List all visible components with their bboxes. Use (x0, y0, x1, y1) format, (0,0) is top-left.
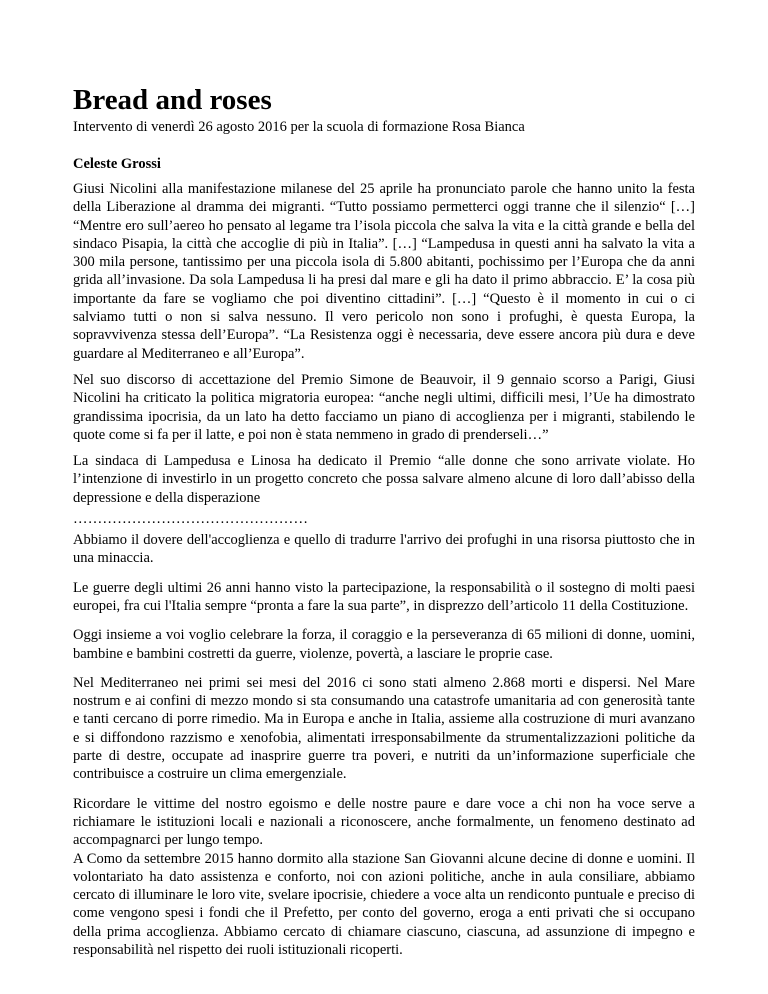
document-title: Bread and roses (73, 84, 272, 116)
document-page (73, 85, 695, 959)
paragraph: Ricordare le vittime del nostro egoismo e delle nostre paure e dare voce a chi non ha voce serve a richiamare le istituzioni locali e nazionali a riconoscere, anche formalmente, un fenomeno destinato ad accompagnarci per lungo tempo. (73, 795, 695, 849)
dotted-separator: ………………………………………… (73, 511, 309, 528)
paragraph: Oggi insieme a voi voglio celebrare la forza, il coraggio e la perseveranza di 65 milioni di donne, uomini, bambine e bambini costretti da guerre, violenze, povertà, a lasciare le proprie case. (73, 627, 695, 662)
paragraph: Abbiamo il dovere dell'accoglienza e quello di tradurre l'arrivo dei profughi in una risorsa piuttosto che in una minaccia. (73, 532, 695, 567)
paragraph: Nel Mediterraneo nei primi sei mesi del 2016 ci sono stati almeno 2.868 morti e dispersi. Nel Mare nostrum e ai confini di mezzo mondo si sta consumando una catastrofe umanitaria ad con generosità tante e tanti cercano di porre rimedio. Ma in Europa e anche in Italia, assieme alla costruzione di muri avanzano e si diffondono razzismo e xenofobia, alimentati irresponsabilmente da strumentalizzazioni politiche da parte di destre, occupate ad inasprire guerre tra poveri, e nutriti da un’informazione superficiale che contribuisce a costruire un clima emergenziale. (73, 674, 695, 783)
author-name: Celeste Grossi (73, 156, 161, 172)
document-subtitle: Intervento di venerdì 26 agosto 2016 per la scuola di formazione Rosa Bianca (73, 119, 525, 135)
paragraph: A Como da settembre 2015 hanno dormito alla stazione San Giovanni alcune decine di donne e uomini. Il volontariato ha dato assistenza e conforto, noi con azioni politiche, anche in aula consiliare, abbiamo cercato di illuminare le loro vite, svelare ipocrisie, chiedere a voce alta un rendiconto puntuale e preciso di come vengono spesi i fondi che il Prefetto, per conto del governo, eroga a enti privati che si occupano della prima accoglienza. Abbiamo cercato di chiamare ciascuno, ciascuna, ad assunzione di impegno e responsabilità nel rispetto dei ruoli istituzionali ricoperti. (73, 850, 695, 958)
paragraph: Nel suo discorso di accettazione del Premio Simone de Beauvoir, il 9 gennaio scorso a Parigi, Giusi Nicolini ha criticato la politica migratoria europea: “anche negli ultimi, difficili mesi, l’Ue ha dimostrato grandissima ipocrisia, da un lato ha detto facciamo un piano di accoglienza per i migranti, stabilendo le quote come si fa per il latte, e poi non è stata nemmeno in grado di prenderseli…” (73, 371, 695, 443)
paragraph: Le guerre degli ultimi 26 anni hanno visto la partecipazione, la responsabilità o il sostegno di molti paesi europei, fra cui l'Italia sempre “pronta a fare la sua parte”, in disprezzo dell’articolo 11 della Costituzione. (73, 579, 695, 614)
paragraph: La sindaca di Lampedusa e Linosa ha dedicato il Premio “alle donne che sono arrivate violate. Ho l’intenzione di investirlo in un progetto concreto che possa salvare almeno alcune di loro dall’abisso della depressione e della disperazione (73, 453, 695, 506)
paragraph: Giusi Nicolini alla manifestazione milanese del 25 aprile ha pronunciato parole che hanno unito la festa della Liberazione al dramma dei migranti. “Tutto possiamo permetterci oggi tranne che il silenzio“ […] “Mentre ero sull’aereo ho pensato al legame tra l’isola piccola che salva la vita e la città grande e bella del sindaco Pisapia, la città che accoglie di più in Italia”. […] “Lampedusa in questi anni ha salvato la vita a 300 mila persone, tantissimo per una piccola isola di 5.800 abitanti, pochissimo per l’Europa che da anni grida all’invasione. Da sola Lampedusa li ha presi dal mare e gli ha dato il primo abbraccio. E’ la cosa più importante da fare se vogliamo che poi diventino cittadini”. […] “Questo è il momento in cui o ci salviamo tutti o non si salva nessuno. Il vero pericolo non sono i profughi, è questa Europa, la sopravvivenza stessa dell’Europa”. “La Resistenza oggi è necessaria, deve essere ancora più dura e deve guardare al Mediterraneo e all’Europa”. (73, 181, 695, 362)
